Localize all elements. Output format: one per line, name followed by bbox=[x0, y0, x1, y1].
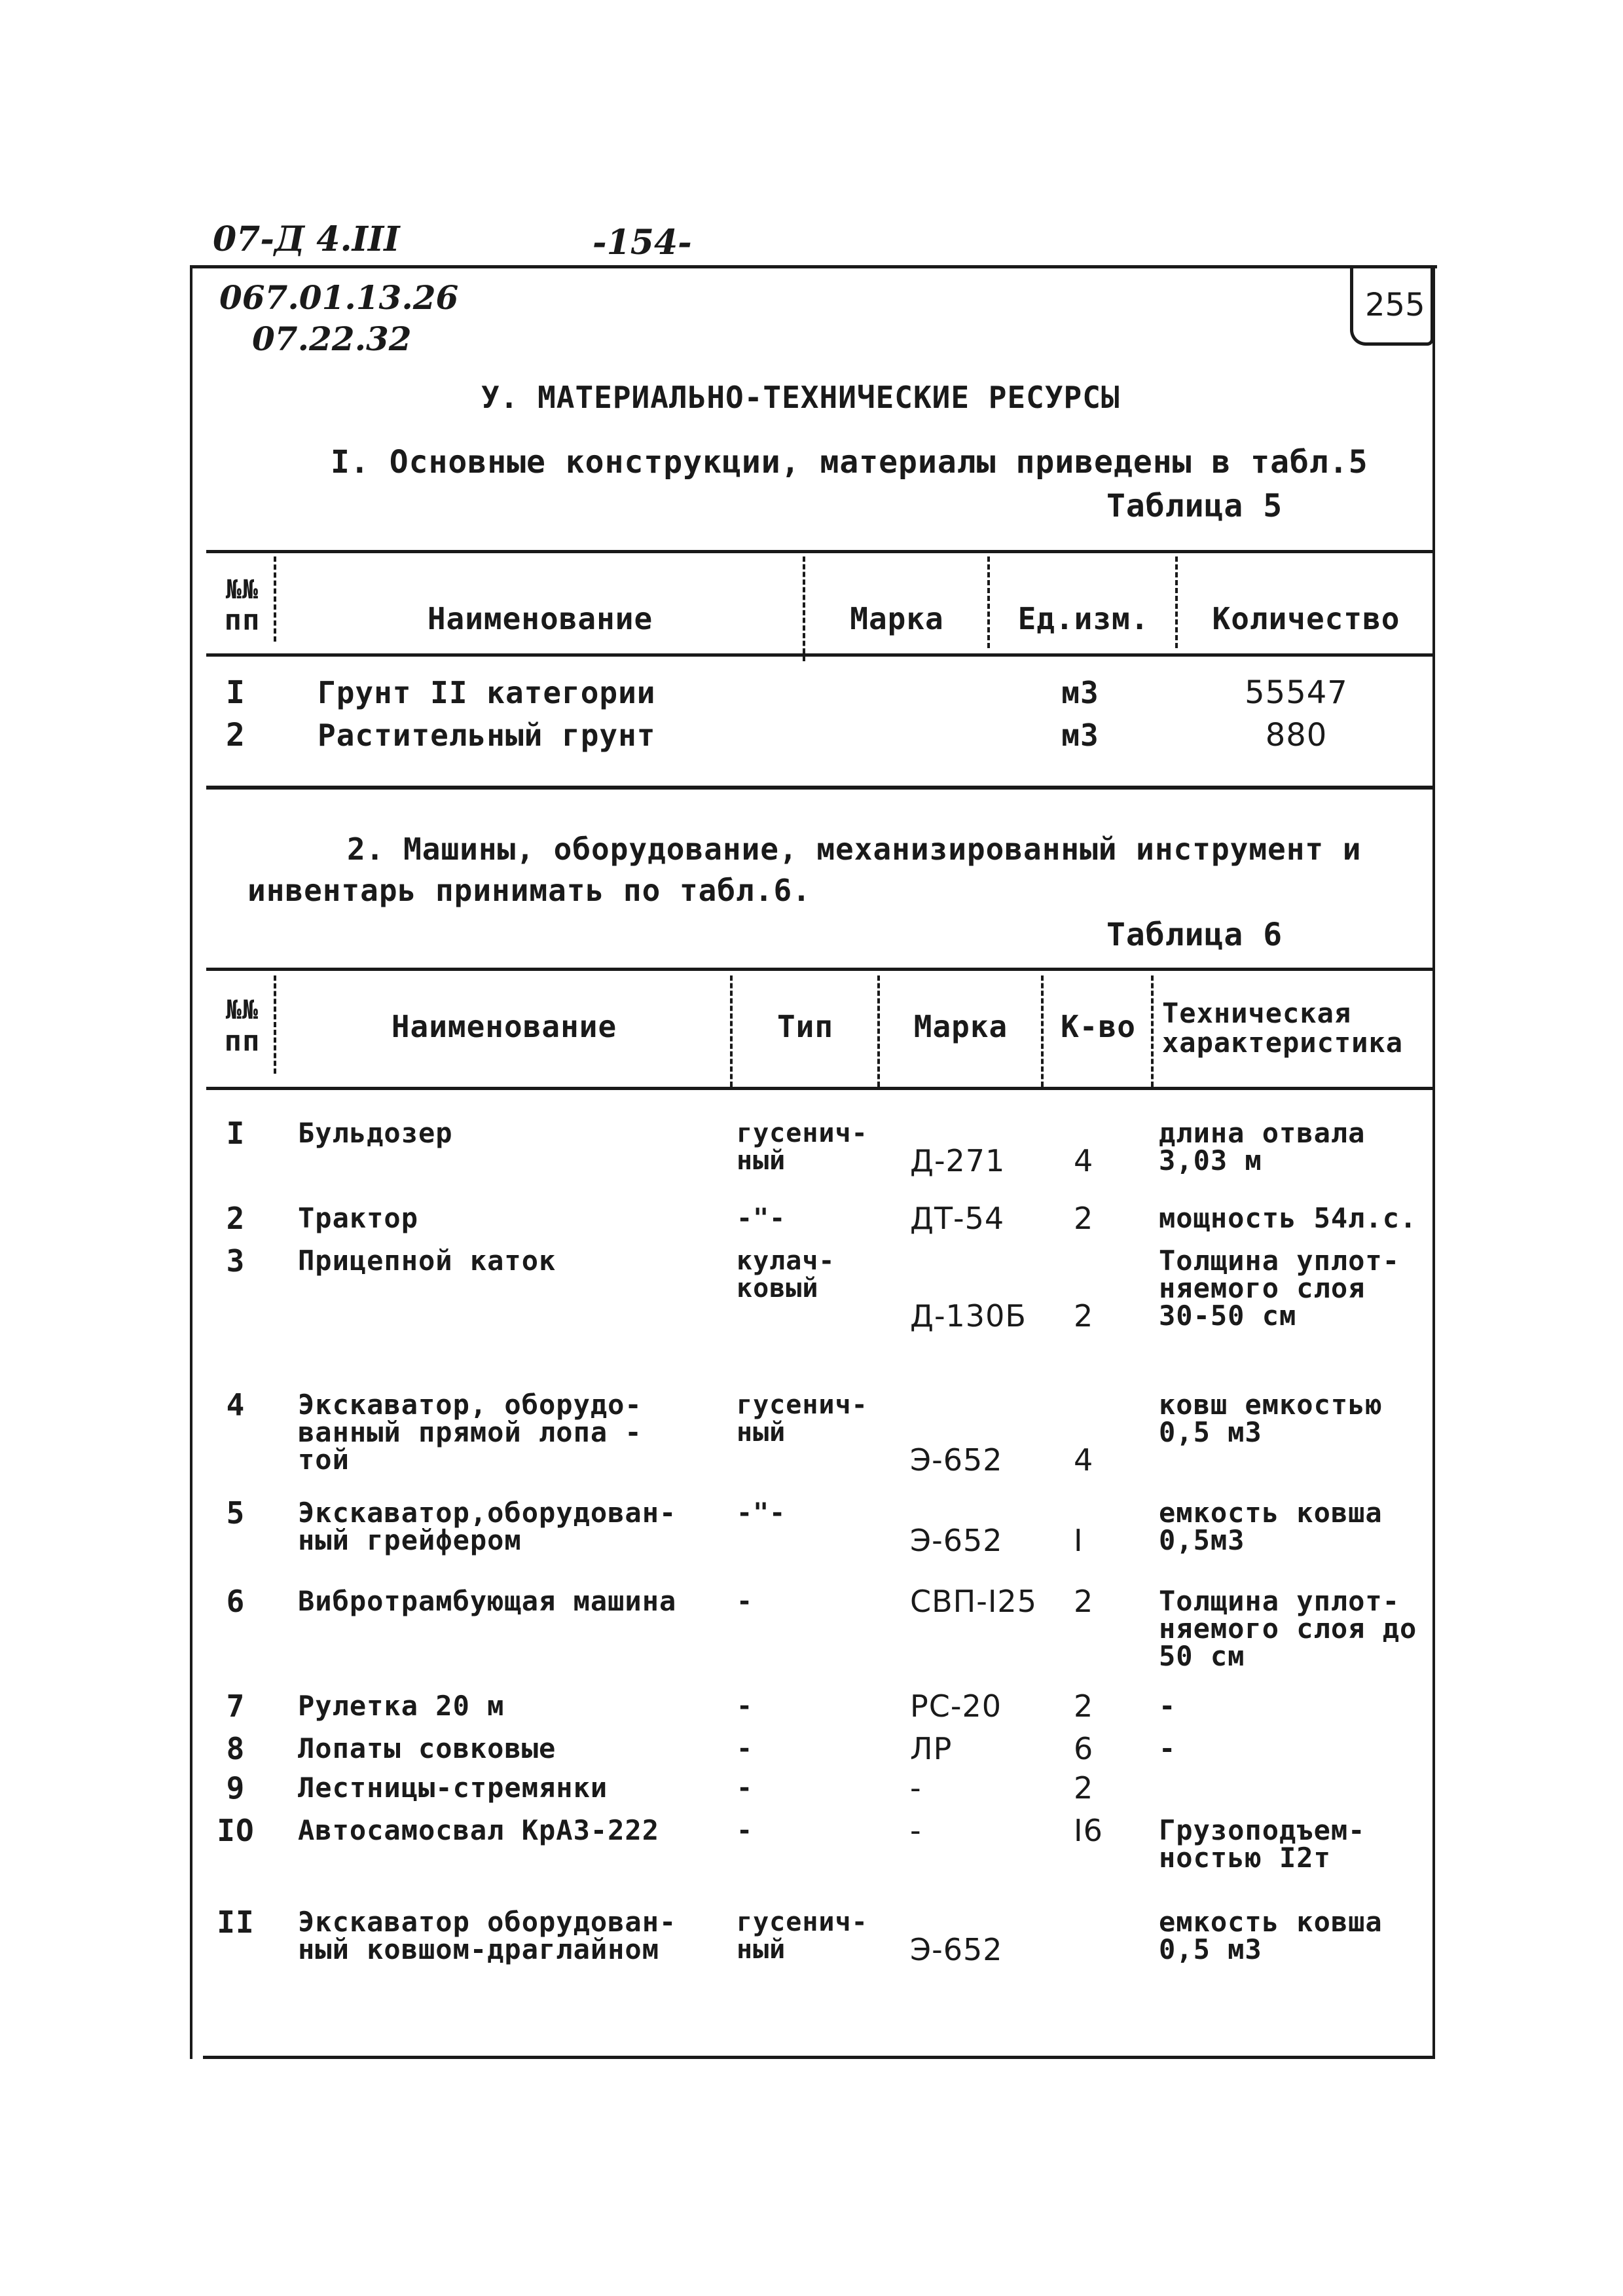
t6-row-mark: Э-652 bbox=[910, 1523, 1003, 1558]
t6-row-spec: мощность 54л.с. bbox=[1159, 1202, 1417, 1234]
t6-row-type: -"- bbox=[737, 1203, 786, 1233]
t6-row-mark: - bbox=[910, 1813, 922, 1848]
t6-row-name: Рулетка 20 м bbox=[298, 1690, 505, 1722]
t6-row-qty: 6 bbox=[1074, 1731, 1094, 1766]
t5-bottom-rule bbox=[206, 786, 1434, 790]
t6-row-spec: 0,5 м3 bbox=[1159, 1933, 1262, 1965]
t6-row-qty: 4 bbox=[1074, 1442, 1094, 1478]
t6-row-spec: няемого слоя bbox=[1159, 1272, 1366, 1304]
t6-row-name: ванный прямой лопа - bbox=[298, 1416, 642, 1448]
t6-sep-3 bbox=[877, 975, 880, 1087]
t6-sep-4 bbox=[1041, 975, 1044, 1087]
t6-row-num: II bbox=[217, 1904, 255, 1940]
t6-row-spec: ковш емкостью bbox=[1159, 1389, 1383, 1421]
frame-bottom bbox=[203, 2056, 1434, 2059]
t5-row-qty: 55547 bbox=[1245, 674, 1348, 711]
t5-header-unit: Ед.изм. bbox=[1017, 601, 1150, 636]
t6-row-spec: няемого слоя до bbox=[1159, 1613, 1417, 1645]
t6-row-spec: 30-50 см bbox=[1159, 1300, 1297, 1332]
t5-header-num2: пп bbox=[224, 604, 261, 637]
t6-row-type: -"- bbox=[737, 1498, 786, 1528]
t6-row-type: гусенич- bbox=[737, 1907, 868, 1937]
paragraph-2-line-1: 2. Машины, оборудование, механизированный инструмент и bbox=[347, 831, 1362, 867]
t6-row-name: Лестницы-стремянки bbox=[298, 1772, 608, 1804]
t6-header-spec-1: Техническая bbox=[1162, 997, 1352, 1029]
t6-row-spec: - bbox=[1159, 1690, 1176, 1722]
t6-row-qty: 2 bbox=[1074, 1688, 1094, 1724]
t6-row-name: Экскаватор оборудован- bbox=[298, 1906, 677, 1938]
t6-row-name: Лопаты совковые bbox=[298, 1732, 556, 1764]
t5-sep-4 bbox=[1175, 556, 1178, 648]
t6-row-num: 7 bbox=[226, 1688, 246, 1724]
t6-header-mark: Марка bbox=[913, 1009, 1008, 1044]
t6-row-type: ный bbox=[737, 1146, 786, 1176]
t6-row-qty: 2 bbox=[1074, 1201, 1094, 1236]
t6-row-mark: ЛР bbox=[910, 1731, 953, 1766]
paragraph-1: I. Основные конструкции, материалы приведены в табл.5 bbox=[331, 444, 1368, 481]
t6-row-num: 5 bbox=[226, 1495, 246, 1531]
t6-row-qty: 2 bbox=[1074, 1770, 1094, 1806]
t6-header-spec-2: характеристика bbox=[1162, 1027, 1404, 1059]
t5-row-unit: м3 bbox=[1061, 675, 1099, 710]
t6-row-spec: 50 см bbox=[1159, 1640, 1245, 1672]
t6-row-type: гусенич- bbox=[737, 1118, 868, 1148]
t6-row-spec: Грузоподъем- bbox=[1159, 1814, 1366, 1846]
t5-header-name: Наименование bbox=[427, 601, 653, 636]
t5-sep-3 bbox=[987, 556, 990, 648]
t6-row-qty: 4 bbox=[1074, 1143, 1094, 1178]
t6-header-num1: №№ bbox=[225, 995, 259, 1025]
t5-row-name: Грунт II категории bbox=[318, 675, 656, 710]
t6-row-name: Вибротрамбующая машина bbox=[298, 1585, 677, 1617]
code-2: 07.22.32 bbox=[252, 319, 412, 358]
t6-row-num: 4 bbox=[226, 1387, 246, 1423]
t6-top-rule bbox=[206, 968, 1434, 971]
t6-row-mark: Э-652 bbox=[910, 1442, 1003, 1478]
t6-row-mark: Э-652 bbox=[910, 1932, 1003, 1967]
t5-header-qty: Количество bbox=[1212, 601, 1400, 636]
section-title: У. МАТЕРИАЛЬНО-ТЕХНИЧЕСКИЕ РЕСУРСЫ bbox=[481, 380, 1120, 415]
t6-row-num: 3 bbox=[226, 1243, 246, 1279]
t6-row-name: ный грейфером bbox=[298, 1524, 522, 1556]
frame-top bbox=[190, 265, 1437, 268]
t6-row-spec: длина отвала bbox=[1159, 1117, 1366, 1149]
t6-header-type: Тип bbox=[776, 1009, 834, 1044]
t6-row-name: ный ковшом-драглайном bbox=[298, 1933, 660, 1965]
t6-row-spec: 3,03 м bbox=[1159, 1144, 1262, 1176]
t6-row-type: ковый bbox=[737, 1273, 819, 1303]
t6-row-type: - bbox=[737, 1691, 754, 1721]
t5-row-name: Растительный грунт bbox=[318, 718, 656, 753]
t6-row-name: Экскаватор,оборудован- bbox=[298, 1497, 677, 1529]
t6-row-name: Прицепной каток bbox=[298, 1245, 556, 1277]
t5-row-num: I bbox=[226, 674, 246, 711]
code-1: 067.01.13.26 bbox=[219, 278, 459, 317]
t6-row-name: Трактор bbox=[298, 1202, 419, 1234]
t6-row-num: 8 bbox=[226, 1731, 246, 1766]
t6-row-mark: Д-130Б bbox=[910, 1298, 1027, 1334]
t6-row-mark: СВП-I25 bbox=[910, 1584, 1037, 1619]
page-stamp bbox=[1350, 268, 1434, 346]
t6-sep-2 bbox=[730, 975, 733, 1087]
t6-row-spec: 0,5 м3 bbox=[1159, 1416, 1262, 1448]
t6-row-mark: - bbox=[910, 1770, 922, 1806]
t6-row-type: - bbox=[737, 1773, 754, 1803]
t6-row-qty: I6 bbox=[1074, 1813, 1103, 1848]
t6-row-type: ный bbox=[737, 1935, 786, 1965]
t6-row-spec: - bbox=[1159, 1732, 1176, 1764]
t6-row-qty: I bbox=[1074, 1523, 1084, 1558]
t6-header-qty: К-во bbox=[1061, 1009, 1136, 1044]
t6-row-spec: емкость ковша bbox=[1159, 1906, 1383, 1938]
page-stamp-number: 255 bbox=[1365, 287, 1425, 323]
t6-row-spec: Толщина уплот- bbox=[1159, 1245, 1400, 1277]
t6-row-name: Бульдозер bbox=[298, 1117, 453, 1149]
table6-caption: Таблица 6 bbox=[1106, 917, 1283, 953]
top-code: 07-Д 4.III bbox=[213, 219, 400, 259]
t5-row-qty: 880 bbox=[1265, 717, 1328, 754]
t5-header-mark: Марка bbox=[850, 601, 944, 636]
t6-row-mark: ДТ-54 bbox=[910, 1201, 1005, 1236]
frame-right bbox=[1432, 265, 1435, 2059]
t6-row-num: 2 bbox=[226, 1201, 246, 1236]
t6-row-mark: Д-271 bbox=[910, 1143, 1006, 1178]
t5-header-rule bbox=[206, 653, 1434, 657]
t6-row-type: кулач- bbox=[737, 1246, 835, 1276]
t5-header-num1: №№ bbox=[225, 575, 259, 605]
t6-row-spec: 0,5м3 bbox=[1159, 1524, 1245, 1556]
t6-header-rule bbox=[206, 1087, 1434, 1090]
t5-top-rule bbox=[206, 550, 1434, 553]
t6-row-type: ный bbox=[737, 1417, 786, 1448]
t6-header-num2: пп bbox=[224, 1025, 261, 1058]
t6-header-name: Наименование bbox=[391, 1009, 617, 1044]
t6-row-num: 6 bbox=[226, 1584, 246, 1619]
t6-row-mark: РС-20 bbox=[910, 1688, 1002, 1724]
t6-row-spec: Толщина уплот- bbox=[1159, 1585, 1400, 1617]
t6-row-spec: ностью I2т bbox=[1159, 1842, 1331, 1874]
t6-row-name: той bbox=[298, 1444, 350, 1476]
t5-row-unit: м3 bbox=[1061, 718, 1099, 753]
t6-row-type: гусенич- bbox=[737, 1390, 868, 1420]
t6-row-qty: 2 bbox=[1074, 1584, 1094, 1619]
page-number: -154- bbox=[593, 223, 692, 263]
t6-row-type: - bbox=[737, 1815, 754, 1846]
t5-row-num: 2 bbox=[226, 717, 246, 754]
t6-row-type: - bbox=[737, 1586, 754, 1616]
t6-row-name: Автосамосвал КрАЗ-222 bbox=[298, 1814, 660, 1846]
t5-sep-2 bbox=[803, 556, 805, 661]
paragraph-2-line-2: инвентарь принимать по табл.6. bbox=[247, 873, 811, 908]
t6-row-num: I bbox=[226, 1116, 246, 1151]
frame-left bbox=[190, 265, 192, 2059]
t6-row-spec: емкость ковша bbox=[1159, 1497, 1383, 1529]
t6-row-name: Экскаватор, оборудо- bbox=[298, 1389, 642, 1421]
table5-caption: Таблица 5 bbox=[1106, 488, 1283, 524]
t6-row-num: IO bbox=[217, 1813, 255, 1848]
t6-row-type: - bbox=[737, 1734, 754, 1764]
t6-row-qty: 2 bbox=[1074, 1298, 1094, 1334]
t6-row-num: 9 bbox=[226, 1770, 246, 1806]
